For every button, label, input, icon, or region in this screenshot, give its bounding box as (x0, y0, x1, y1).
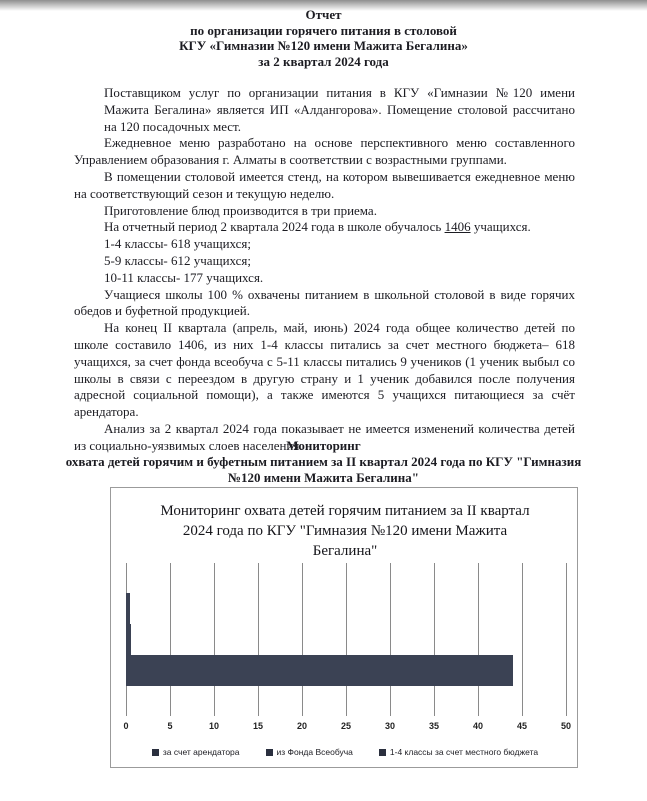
paragraph-menu: Ежедневное меню разработано на основе перспективного меню составленного Управлением образования г. Алматы в соответствии с возрастными группами. (74, 135, 575, 168)
x-axis-tick-label: 15 (252, 721, 263, 731)
x-axis-tick-label: 40 (472, 721, 483, 731)
document-title-line: за 2 квартал 2024 года (258, 53, 389, 69)
monitoring-heading (0, 438, 647, 486)
gridline (214, 563, 215, 716)
paragraph-stand: В помещении столовой имеется стенд, на котором вывешивается ежедневное меню на соответствующий сезон и текущую неделю. (74, 168, 575, 201)
gridline (302, 563, 303, 716)
x-axis-tick-label: 10 (208, 721, 219, 731)
gridline (566, 563, 567, 716)
x-axis-tick-label: 0 (123, 721, 129, 731)
x-axis-tick-label: 30 (384, 721, 395, 731)
paragraph-coverage: Учащиеся школы 100 % охвачены питанием в школьной столовой в виде горячих обедов и буфетной продукцией. (74, 286, 575, 319)
chart-container (110, 487, 578, 768)
document-title-line: КГУ «Гимназии №120 имени Мажита Бегалина» (179, 38, 468, 53)
paragraph-class-1-4: 1-4 классы- 618 учащихся; (104, 236, 252, 252)
gridline (522, 563, 523, 716)
paragraph-quarter-end: На конец II квартала (апрель, май, июнь) 2024 года общее количество детей по школе составило 1406, из них 1-4 классы питались за счет местного бюджета– 618 учащихся, за счет фонда всеобуча с 5-11 классы питались 9 учеников (1 ученик выбыл со школы в связи с переездом в другую страну и 1 ученик добавился после получения адресной социальной помощи), а также имеются 5 учащихся питающиеся за счёт арендатора. (74, 320, 575, 420)
chart-legend (111, 743, 579, 761)
document-title (0, 7, 647, 69)
plot-area (111, 488, 579, 769)
x-axis-tick-label: 25 (340, 721, 351, 731)
legend-item (379, 747, 538, 757)
document-title-line: Отчет (305, 7, 342, 22)
x-axis-tick-label: 45 (516, 721, 527, 731)
legend-item (152, 747, 240, 757)
gridline (434, 563, 435, 716)
gridline (258, 563, 259, 716)
bar-2 (126, 624, 131, 655)
paragraph-cooking: Приготовление блюд производится в три приема. (104, 202, 377, 218)
legend-label: 1-4 классы за счет местного бюджета (389, 747, 539, 757)
paragraph-class-10-11: 10-11 классы- 177 учащихся. (104, 269, 264, 285)
monitoring-heading-line: №120 имени Мажита Бегалина" (227, 470, 419, 485)
report-body (74, 85, 575, 455)
monitoring-heading-line: охвата детей горячим и буфетным питанием за II квартал 2024 года по КГУ "Гимназия (65, 454, 582, 469)
x-axis-tick-label: 5 (167, 721, 173, 731)
legend-item (266, 747, 353, 757)
x-axis-tick-label: 50 (560, 721, 571, 731)
bar-3 (126, 655, 513, 686)
legend-marker-icon (266, 749, 273, 756)
bar-1 (126, 593, 130, 624)
gridline (478, 563, 479, 716)
monitoring-heading-line: Мониторинг (286, 438, 361, 453)
x-axis-tick-label: 35 (428, 721, 439, 731)
paragraph-class-5-9: 5-9 классы- 612 учащихся; (104, 252, 252, 268)
chart-title: Мониторинг охвата детей горячим питанием за II квартал 2024 года по КГУ "Гимназия №120 имени Мажита Бегалина" (160, 503, 530, 559)
gridline (390, 563, 391, 716)
document-title-line: по организации горячего питания в столовой (190, 22, 457, 38)
paragraph-supplier: Поставщиком услуг по организации питания в КГУ «Гимназии №120 имени Мажита Бегалина» является ИП «Алдангорова». Помещение столовой рассчитано на 120 посадочных мест. (104, 85, 575, 134)
gridline (346, 563, 347, 716)
enrollment-text: На отчетный период 2 квартала 2024 года в школе обучалось (104, 219, 445, 235)
legend-label: из Фонда Всеобуча (276, 747, 353, 757)
enrollment-number: 1406 (444, 219, 471, 235)
x-axis-tick-label: 20 (296, 721, 307, 731)
legend-label: за счет арендатора (162, 747, 240, 757)
legend-marker-icon (379, 749, 386, 756)
enrollment-text: учащихся. (470, 219, 531, 235)
legend-marker-icon (152, 749, 159, 756)
gridline (170, 563, 171, 716)
paragraph-analysis: Анализ за 2 квартал 2024 года показывает не имеется изменений количества детей из социально-уязвимых слоев населения. (74, 420, 575, 453)
paragraph-enrollment (74, 219, 575, 236)
